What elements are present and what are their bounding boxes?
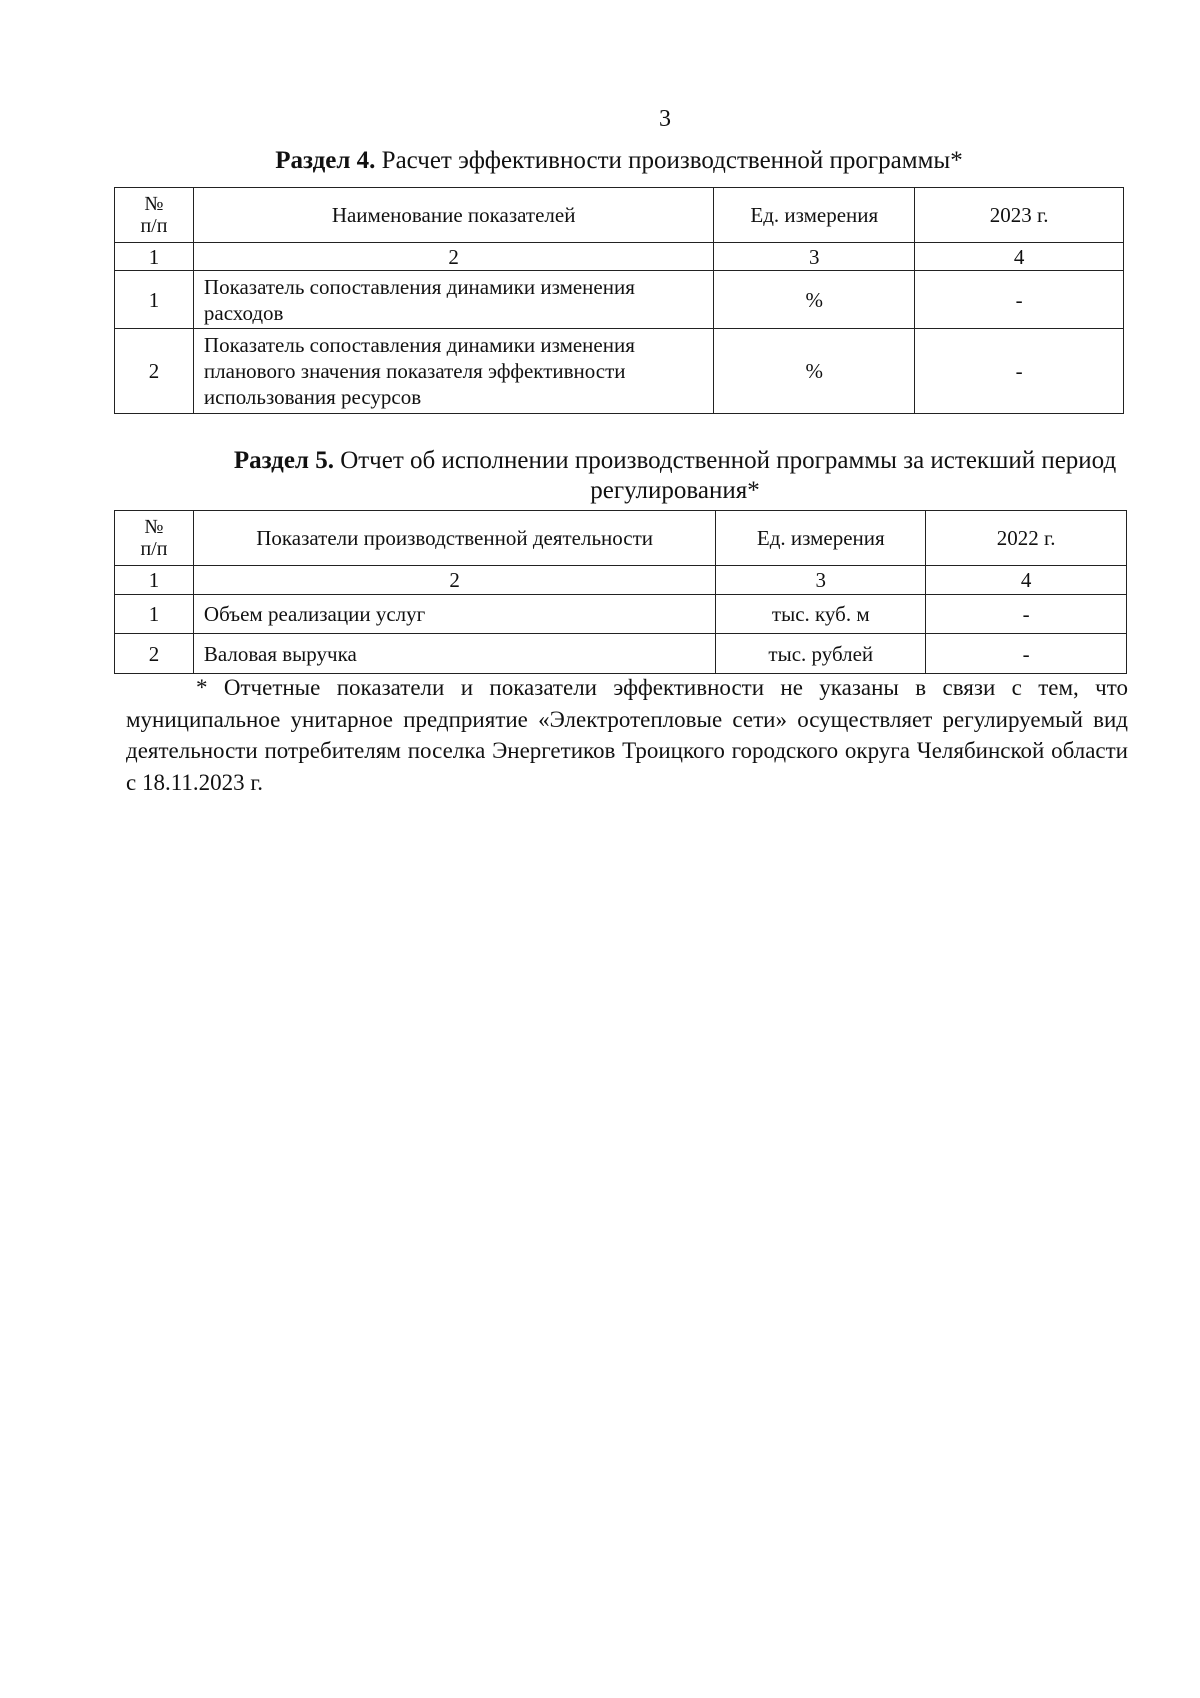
- row-indicator-name: Валовая выручка: [193, 634, 715, 674]
- header-cell-unit: Ед. измерения: [714, 188, 915, 243]
- row-number: 2: [115, 634, 194, 674]
- numbering-cell: 4: [915, 243, 1124, 271]
- row-unit: тыс. куб. м: [716, 595, 926, 634]
- row-indicator-name: Показатель сопоставления динамики изменения планового значения показателя эффективности использования ресурсов: [193, 329, 713, 414]
- section4-table: [114, 187, 1124, 414]
- header-cell-year: 2022 г.: [926, 511, 1127, 566]
- table-row: [115, 271, 1124, 329]
- numbering-cell: 3: [716, 566, 926, 595]
- page-number: 3: [659, 106, 671, 132]
- numbering-cell: 2: [193, 566, 715, 595]
- row-indicator-name: Объем реализации услуг: [193, 595, 715, 634]
- section4-title-text: Расчет эффективности производственной программы*: [375, 147, 963, 174]
- row-unit: %: [714, 329, 915, 414]
- header-cell-number: № п/п: [115, 188, 194, 243]
- header-cell-name: Наименование показателей: [193, 188, 713, 243]
- row-value: -: [915, 329, 1124, 414]
- table-header-row: [115, 188, 1124, 243]
- row-number: 1: [115, 595, 194, 634]
- footnote: [126, 672, 1128, 798]
- table-numbering-row: [115, 243, 1124, 271]
- row-unit: %: [714, 271, 915, 329]
- section4-title-bold: Раздел 4.: [275, 147, 376, 174]
- numbering-cell: 1: [115, 243, 194, 271]
- numbering-cell: 2: [193, 243, 713, 271]
- header-cell-number: № п/п: [115, 511, 194, 566]
- numbering-cell: 4: [926, 566, 1127, 595]
- row-value: -: [926, 634, 1127, 674]
- header-cell-name: Показатели производственной деятельности: [193, 511, 715, 566]
- row-number: 1: [115, 271, 194, 329]
- table-row: [115, 595, 1127, 634]
- table-header-row: [115, 511, 1127, 566]
- row-unit: тыс. рублей: [716, 634, 926, 674]
- section5-title-text: Отчет об исполнении производственной программы за истекший период регулирования*: [333, 447, 1117, 504]
- section5-title-bold: Раздел 5.: [233, 447, 334, 474]
- numbering-cell: 1: [115, 566, 194, 595]
- table-numbering-row: [115, 566, 1127, 595]
- section5-table: [114, 510, 1127, 674]
- row-number: 2: [115, 329, 194, 414]
- row-indicator-name: Показатель сопоставления динамики изменения расходов: [193, 271, 713, 329]
- table-row: [115, 329, 1124, 414]
- row-value: -: [926, 595, 1127, 634]
- header-cell-unit: Ед. измерения: [716, 511, 926, 566]
- section4-title: [114, 146, 1124, 176]
- footnote-text: * Отчетные показатели и показатели эффективности не указаны в связи с тем, что муниципальное унитарное предприятие «Электротепловые сети» осуществляет регулируемый вид деятельности потребителям поселка Энергетиков Троицкого городского округа Челябинской области с 18.11.2023 г.: [126, 675, 1128, 795]
- row-value: -: [915, 271, 1124, 329]
- table-row: [115, 634, 1127, 674]
- section5-title: [220, 446, 1130, 506]
- header-cell-year: 2023 г.: [915, 188, 1124, 243]
- numbering-cell: 3: [714, 243, 915, 271]
